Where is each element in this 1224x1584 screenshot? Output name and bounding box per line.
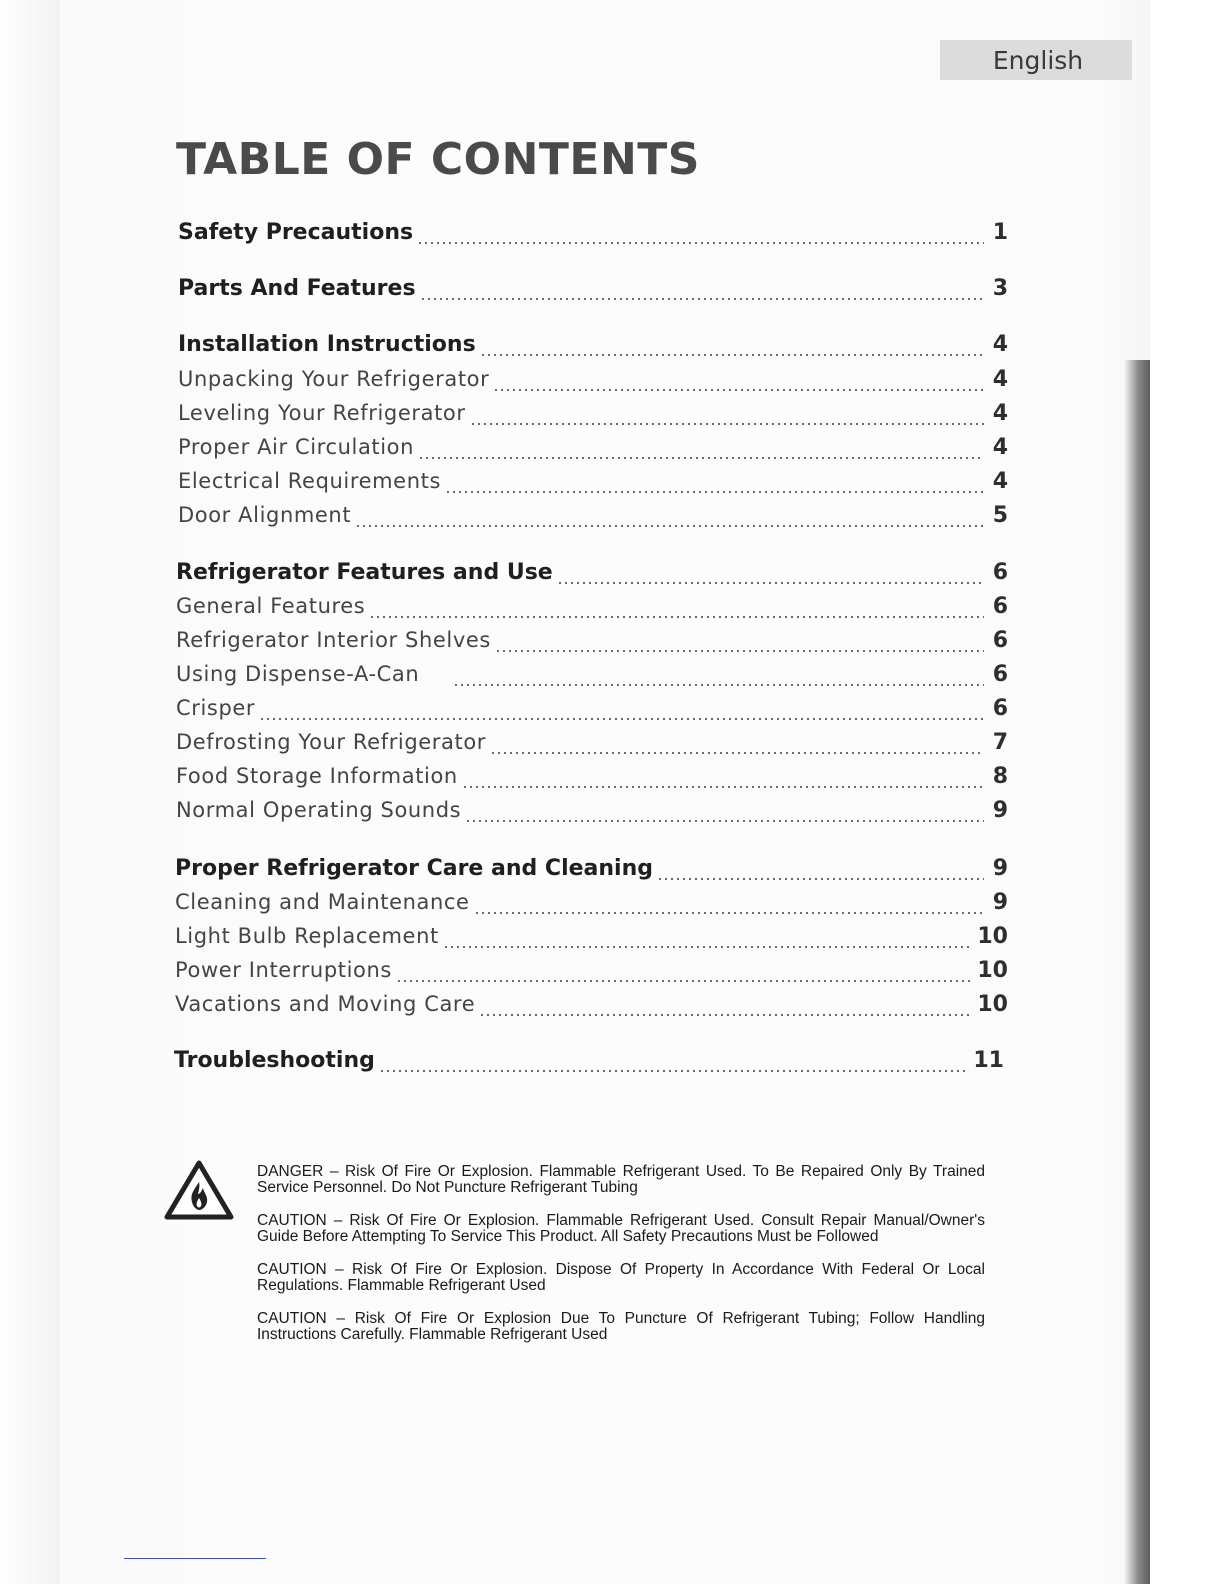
toc-label: Electrical Requirements	[178, 469, 441, 493]
dot-leader	[465, 819, 984, 823]
toc-entry-parts-and-features[interactable]	[178, 276, 1008, 310]
toc-entry-installation-instructions[interactable]	[178, 332, 1008, 366]
toc-page-number: 6	[992, 594, 1008, 619]
toc-entry-dispense-a-can[interactable]	[176, 662, 1008, 696]
language-tab: English	[940, 40, 1132, 80]
dot-leader	[657, 877, 984, 881]
toc-entry-power-interruptions[interactable]	[175, 958, 1008, 992]
toc-entry-cleaning-maintenance[interactable]	[175, 890, 1008, 924]
dot-leader	[479, 1013, 971, 1017]
toc-entry-features-and-use[interactable]	[176, 560, 1008, 594]
dot-leader	[355, 524, 984, 528]
toc-page-number: 10	[977, 992, 1008, 1017]
warning-notices	[257, 1164, 985, 1360]
dot-leader	[480, 353, 984, 357]
dot-leader	[445, 490, 984, 494]
dot-leader	[490, 751, 984, 755]
toc-label: Power Interruptions	[175, 958, 392, 982]
dot-leader	[417, 241, 984, 245]
toc-page-number: 10	[977, 958, 1008, 983]
toc-page-number: 4	[992, 332, 1008, 357]
dot-leader	[470, 422, 984, 426]
toc-label: Proper Air Circulation	[178, 435, 415, 459]
toc-entry-general-features[interactable]	[176, 594, 1008, 628]
toc-page-number: 3	[992, 276, 1008, 301]
toc-entry-air-circulation[interactable]	[178, 435, 1008, 469]
toc-page-number: 4	[992, 435, 1008, 460]
warning-caution-disposal: CAUTION – Risk Of Fire Or Explosion. Dispose Of Property In Accordance With Federal Or Local Regulations. Flammable Refrigerant Used	[257, 1261, 985, 1294]
dot-leader	[557, 581, 984, 585]
toc-page-number: 5	[992, 503, 1008, 528]
toc-entry-troubleshooting[interactable]	[174, 1048, 1004, 1082]
toc-page-number: 4	[992, 401, 1008, 426]
toc-label: Crisper	[176, 696, 256, 720]
toc-entry-crisper[interactable]	[176, 696, 1008, 730]
toc-page-number: 6	[992, 696, 1008, 721]
toc-label: Troubleshooting	[174, 1048, 375, 1073]
toc-page-number: 8	[992, 764, 1008, 789]
toc-page-number: 7	[992, 730, 1008, 755]
toc-page-number: 6	[992, 628, 1008, 653]
dot-leader	[379, 1069, 967, 1073]
dot-leader	[453, 683, 984, 687]
toc-page-number: 9	[992, 856, 1008, 881]
toc-page-number: 6	[992, 662, 1008, 687]
toc-page-number: 4	[992, 469, 1008, 494]
toc-entry-defrosting[interactable]	[176, 730, 1008, 764]
toc-entry-safety-precautions[interactable]	[178, 220, 1008, 254]
toc-page-number: 11	[973, 1048, 1004, 1073]
toc-label: Proper Refrigerator Care and Cleaning	[175, 856, 653, 881]
dot-leader	[443, 945, 972, 949]
toc-label: Refrigerator Interior Shelves	[176, 628, 491, 652]
toc-label: Using Dispense-A-Can	[176, 662, 420, 686]
dot-leader	[462, 785, 984, 789]
scan-left-margin	[0, 0, 60, 1584]
toc-entry-door-alignment[interactable]	[178, 503, 1008, 537]
toc-page-number: 9	[992, 890, 1008, 915]
toc-entry-interior-shelves[interactable]	[176, 628, 1008, 662]
warning-caution-handling: CAUTION – Risk Of Fire Or Explosion Due To Puncture Of Refrigerant Tubing; Follow Handling Instructions Carefully. Flammable Refrigerant Used	[257, 1310, 985, 1343]
toc-entry-leveling[interactable]	[178, 401, 1008, 435]
dot-leader	[495, 649, 984, 653]
toc-label: Parts And Features	[178, 276, 416, 301]
toc-entry-unpacking[interactable]	[178, 367, 1008, 401]
dot-leader	[493, 388, 984, 392]
toc-page-number: 1	[992, 220, 1008, 245]
dot-leader	[474, 911, 984, 915]
toc-entry-vacations-moving[interactable]	[175, 992, 1008, 1026]
dot-leader	[396, 979, 971, 983]
bottom-rule	[124, 1558, 266, 1559]
toc-label: Light Bulb Replacement	[175, 924, 439, 948]
toc-entry-food-storage[interactable]	[176, 764, 1008, 798]
page-title: TABLE OF CONTENTS	[176, 134, 700, 185]
toc-entry-care-and-cleaning[interactable]	[175, 856, 1008, 890]
toc-label: Safety Precautions	[178, 220, 414, 245]
dot-leader	[420, 297, 984, 301]
toc-page-number: 10	[977, 924, 1008, 949]
toc-page-number: 9	[992, 798, 1008, 823]
toc-label: Leveling Your Refrigerator	[178, 401, 466, 425]
toc-entry-light-bulb[interactable]	[175, 924, 1008, 958]
scan-right-margin	[1150, 0, 1224, 1584]
toc-label: Refrigerator Features and Use	[176, 560, 553, 585]
warning-caution-service: CAUTION – Risk Of Fire Or Explosion. Flammable Refrigerant Used. Consult Repair Manual/Owner's Guide Before Attempting To Service This Product. All Safety Precautions Must be Followed	[257, 1212, 985, 1245]
flammable-warning-triangle-icon	[164, 1160, 234, 1220]
toc-page-number: 4	[992, 367, 1008, 392]
toc-page-number: 6	[992, 560, 1008, 585]
toc-entry-operating-sounds[interactable]	[176, 798, 1008, 832]
toc-entry-electrical[interactable]	[178, 469, 1008, 503]
toc-label: Unpacking Your Refrigerator	[178, 367, 490, 391]
dot-leader	[369, 615, 984, 619]
toc-label: Defrosting Your Refrigerator	[176, 730, 487, 754]
toc-label: Food Storage Information	[176, 764, 458, 788]
dot-leader	[259, 717, 984, 721]
toc-label: Door Alignment	[178, 503, 352, 527]
toc-label: Normal Operating Sounds	[176, 798, 462, 822]
toc-label: Installation Instructions	[178, 332, 476, 357]
toc-label: General Features	[176, 594, 366, 618]
toc-label: Vacations and Moving Care	[175, 992, 476, 1016]
dot-leader	[418, 456, 984, 460]
toc-label: Cleaning and Maintenance	[175, 890, 470, 914]
scan-binding-shadow	[1124, 360, 1150, 1584]
warning-danger: DANGER – Risk Of Fire Or Explosion. Flammable Refrigerant Used. To Be Repaired Only By Trained Service Personnel. Do Not Puncture Refrigerant Tubing	[257, 1163, 985, 1196]
